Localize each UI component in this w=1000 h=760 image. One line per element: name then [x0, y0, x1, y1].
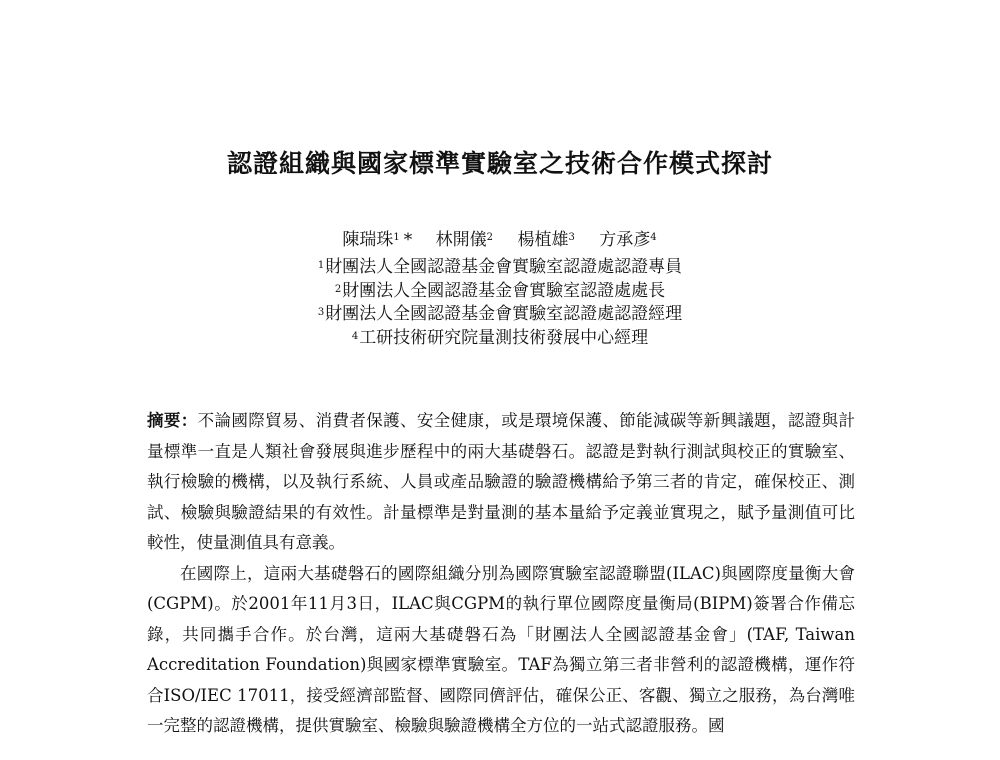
affiliation-sup: 2	[334, 283, 342, 295]
author-name: 林開儀	[435, 230, 487, 250]
author-sup: 4	[650, 232, 657, 243]
author-3	[517, 228, 575, 252]
author-4	[599, 228, 657, 252]
affiliation-sup: 1	[317, 260, 325, 271]
author-name: 方承彥	[599, 230, 651, 250]
affiliation-text: 財團法人全國認證基金會實驗室認證處認證經理	[325, 304, 683, 324]
author-sup: 3	[568, 232, 575, 243]
abstract-text: 不論國際貿易、消費者保護、安全健康，或是環境保護、節能減碳等新興議題，認證與計量標準一直是人類社會發展與進步歷程中的兩大基礎磐石。認證是對執行測試與校正的實驗室、執行檢驗的機構，以及執行系統、人員或產品驗證的驗證機構給予第三者的肯定，確保校正、測試、檢驗與驗證結果的有效性。計量標準是對量測的基本量給予定義並實現之，賦予量測值可比較性，使量測值具有意義。	[147, 411, 856, 552]
corresponding-mark: *	[403, 230, 413, 250]
author-list	[0, 228, 1000, 252]
affiliation-text: 財團法人全國認證基金會實驗室認證處處長	[342, 280, 666, 301]
affiliation-2	[0, 280, 1000, 304]
author-sup: 2	[486, 232, 494, 243]
affiliation-sup: 4	[351, 330, 359, 342]
affiliation-text: 財團法人全國認證基金會實驗室認證處認證專員	[325, 257, 683, 277]
author-1	[342, 228, 412, 252]
abstract-label: 摘要：	[147, 411, 198, 430]
affiliation-1	[0, 256, 1000, 280]
affiliation-4	[0, 327, 1000, 351]
author-name: 楊植雄	[517, 230, 569, 250]
body-paragraph-2: 在國際上，這兩大基礎磐石的國際組織分別為國際實驗室認證聯盟(ILAC)與國際度量衡大會(CGPM)。於2001年11月3日，ILAC與CGPM的執行單位國際度量衡局(BIPM)簽署合作備忘錄，共同攜手合作。於台灣，這兩大基礎磐石為「財團法人全國認證基金會」(TAF, Taiwan Accreditation Foundation)與國家標準實驗室。TAF為獨立第三者非營利的認證機構，運作符合ISO/IEC 17011，接受經濟部監督、國際同儕評估，確保公正、客觀、獨立之服務，為台灣唯一完整的認證機構，提供實驗室、檢驗與驗證機構全方位的一站式認證服務。國	[147, 563, 855, 735]
author-2	[436, 228, 494, 252]
abstract-paragraph	[147, 406, 855, 559]
affiliation-sup: 3	[317, 307, 325, 318]
author-name: 陳瑞珠	[342, 230, 394, 250]
paper-title: 認證組織與國家標準實驗室之技術合作模式探討	[226, 149, 773, 178]
author-sup: 1	[393, 232, 400, 243]
body-text	[147, 406, 855, 742]
affiliation-text: 工研技術研究院量測技術發展中心經理	[359, 327, 649, 348]
affiliation-3	[0, 303, 1000, 327]
affiliation-list	[0, 256, 1000, 350]
